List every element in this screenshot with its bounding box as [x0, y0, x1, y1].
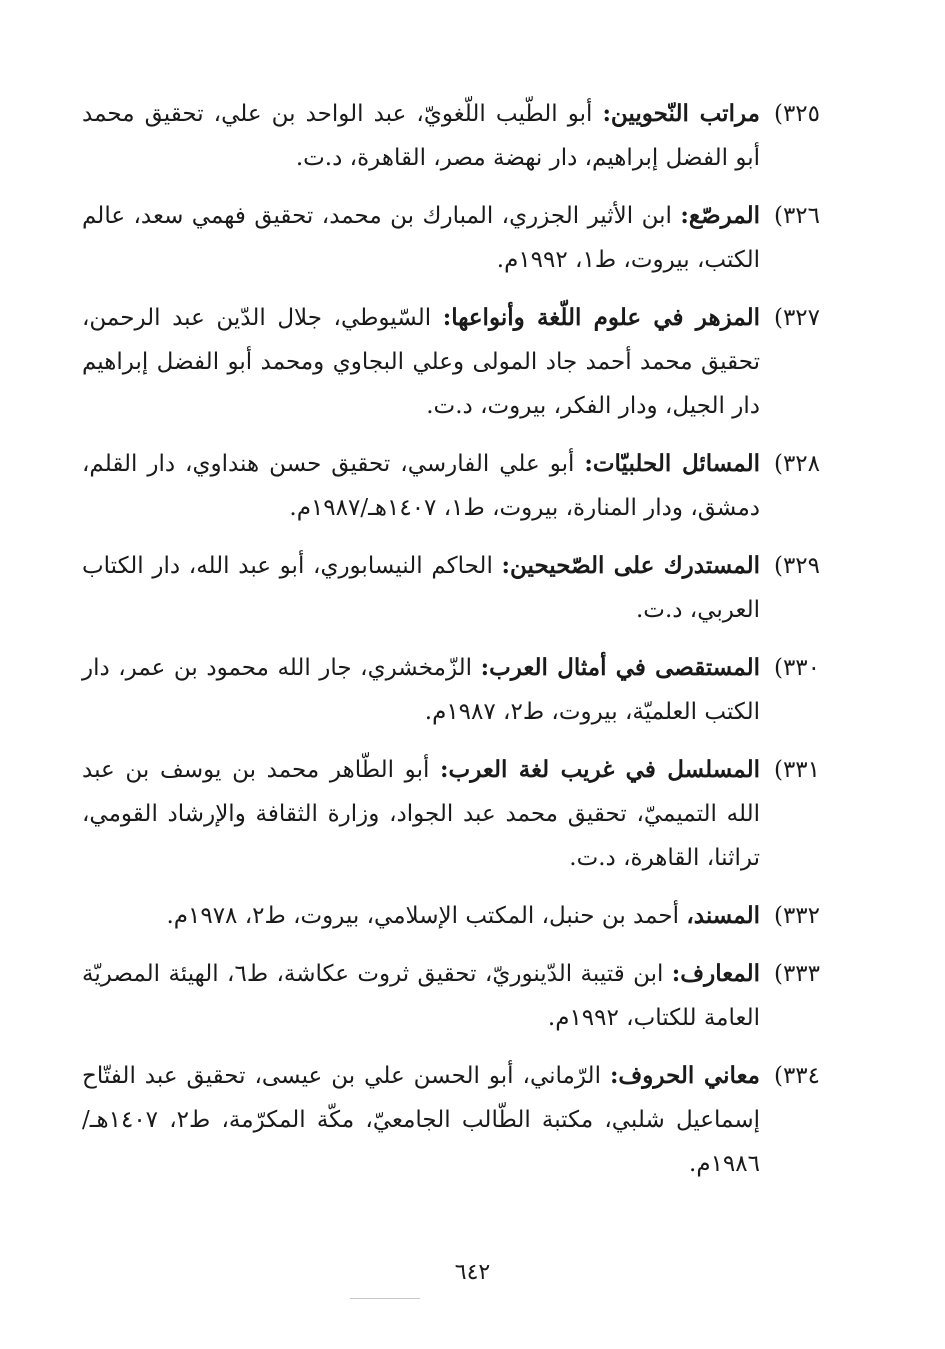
bibliography-entry-329	[82, 544, 820, 632]
entry-number: ٣٢٨)	[773, 451, 820, 477]
entry-details: الحاكم النيسابوري، أبو عبد الله، دار الكتاب العربي، د.ت.	[82, 553, 760, 623]
bibliography-entry-330	[82, 646, 820, 734]
entry-title: مراتب النّحويين:	[602, 100, 760, 127]
bibliography-entry-328	[82, 442, 820, 530]
entry-number: ٣٢٦)	[773, 203, 820, 229]
entry-number: ٣٣٣)	[773, 961, 820, 987]
bibliography-entry-333	[82, 952, 820, 1040]
entry-title: معاني الحروف:	[609, 1062, 760, 1089]
entry-details: ابن الأثير الجزري، المبارك بن محمد، تحقيق فهمي سعد، عالم الكتب، بيروت، ط١، ١٩٩٢م.	[82, 203, 760, 273]
footer-rule	[350, 1298, 420, 1299]
entry-details: الزّمخشري، جار الله محمود بن عمر، دار الكتب العلميّة، بيروت، ط٢، ١٩٨٧م.	[82, 655, 760, 725]
entry-title: المسائل الحلبيّات:	[584, 450, 760, 477]
entry-number: ٣٣٢)	[773, 903, 820, 929]
entry-details: أبو الطّاهر محمد بن يوسف بن عبد الله التميميّ، تحقيق محمد عبد الجواد، وزارة الثقافة والإرشاد القومي، تراثنا، القاهرة، د.ت.	[82, 757, 760, 871]
bibliography-entry-327	[82, 296, 820, 428]
entry-title: المسند،	[686, 902, 760, 929]
entry-title: المعارف:	[671, 960, 761, 987]
entry-number: ٣٣١)	[773, 757, 820, 783]
entry-details: السّيوطي، جلال الدّين عبد الرحمن، تحقيق محمد أحمد جاد المولى وعلي البجاوي ومحمد أبو الفضل إبراهيم دار الجيل، ودار الفكر، بيروت، د.ت.	[82, 305, 760, 419]
entry-details: أبو الطّيب اللّغويّ، عبد الواحد بن علي، تحقيق محمد أبو الفضل إبراهيم، دار نهضة مصر، القاهرة، د.ت.	[82, 101, 760, 171]
entry-number: ٣٣٤)	[773, 1063, 820, 1089]
entry-number: ٣٢٧)	[773, 305, 820, 331]
entry-details: الرّماني، أبو الحسن علي بن عيسى، تحقيق عبد الفتّاح إسماعيل شلبي، مكتبة الطّالب الجامعيّ، مكّة المكرّمة، ط٢، ١٤٠٧هـ/١٩٨٦م.	[82, 1063, 761, 1177]
entry-number: ٣٢٥)	[773, 101, 820, 127]
bibliography-entry-326	[82, 194, 820, 282]
entry-details: أحمد بن حنبل، المكتب الإسلامي، بيروت، ط٢، ١٩٧٨م.	[166, 903, 687, 929]
entry-title: المسلسل في غريب لغة العرب:	[440, 756, 760, 783]
entry-title: المستقصى في أمثال العرب:	[480, 654, 760, 681]
entry-details: أبو علي الفارسي، تحقيق حسن هنداوي، دار القلم، دمشق، ودار المنارة، بيروت، ط١، ١٤٠٧هـ/١٩٨٧م.	[82, 451, 760, 521]
bibliography-entry-331	[82, 748, 820, 880]
bibliography-entry-334	[82, 1054, 820, 1186]
entry-number: ٣٣٠)	[773, 655, 820, 681]
entry-title: المرصّع:	[680, 202, 760, 229]
bibliography-entry-332	[82, 894, 820, 938]
entry-title: المزهر في علوم اللّغة وأنواعها:	[442, 304, 761, 331]
bibliography-list	[82, 92, 820, 1200]
entry-details: ابن قتيبة الدّينوريّ، تحقيق ثروت عكاشة، ط٦، الهيئة المصريّة العامة للكتاب، ١٩٩٢م.	[82, 961, 760, 1031]
entry-title: المستدرك على الصّحيحين:	[501, 552, 760, 579]
bibliography-entry-325	[82, 92, 820, 180]
entry-number: ٣٢٩)	[773, 553, 820, 579]
page-number: ٦٤٢	[454, 1260, 491, 1285]
